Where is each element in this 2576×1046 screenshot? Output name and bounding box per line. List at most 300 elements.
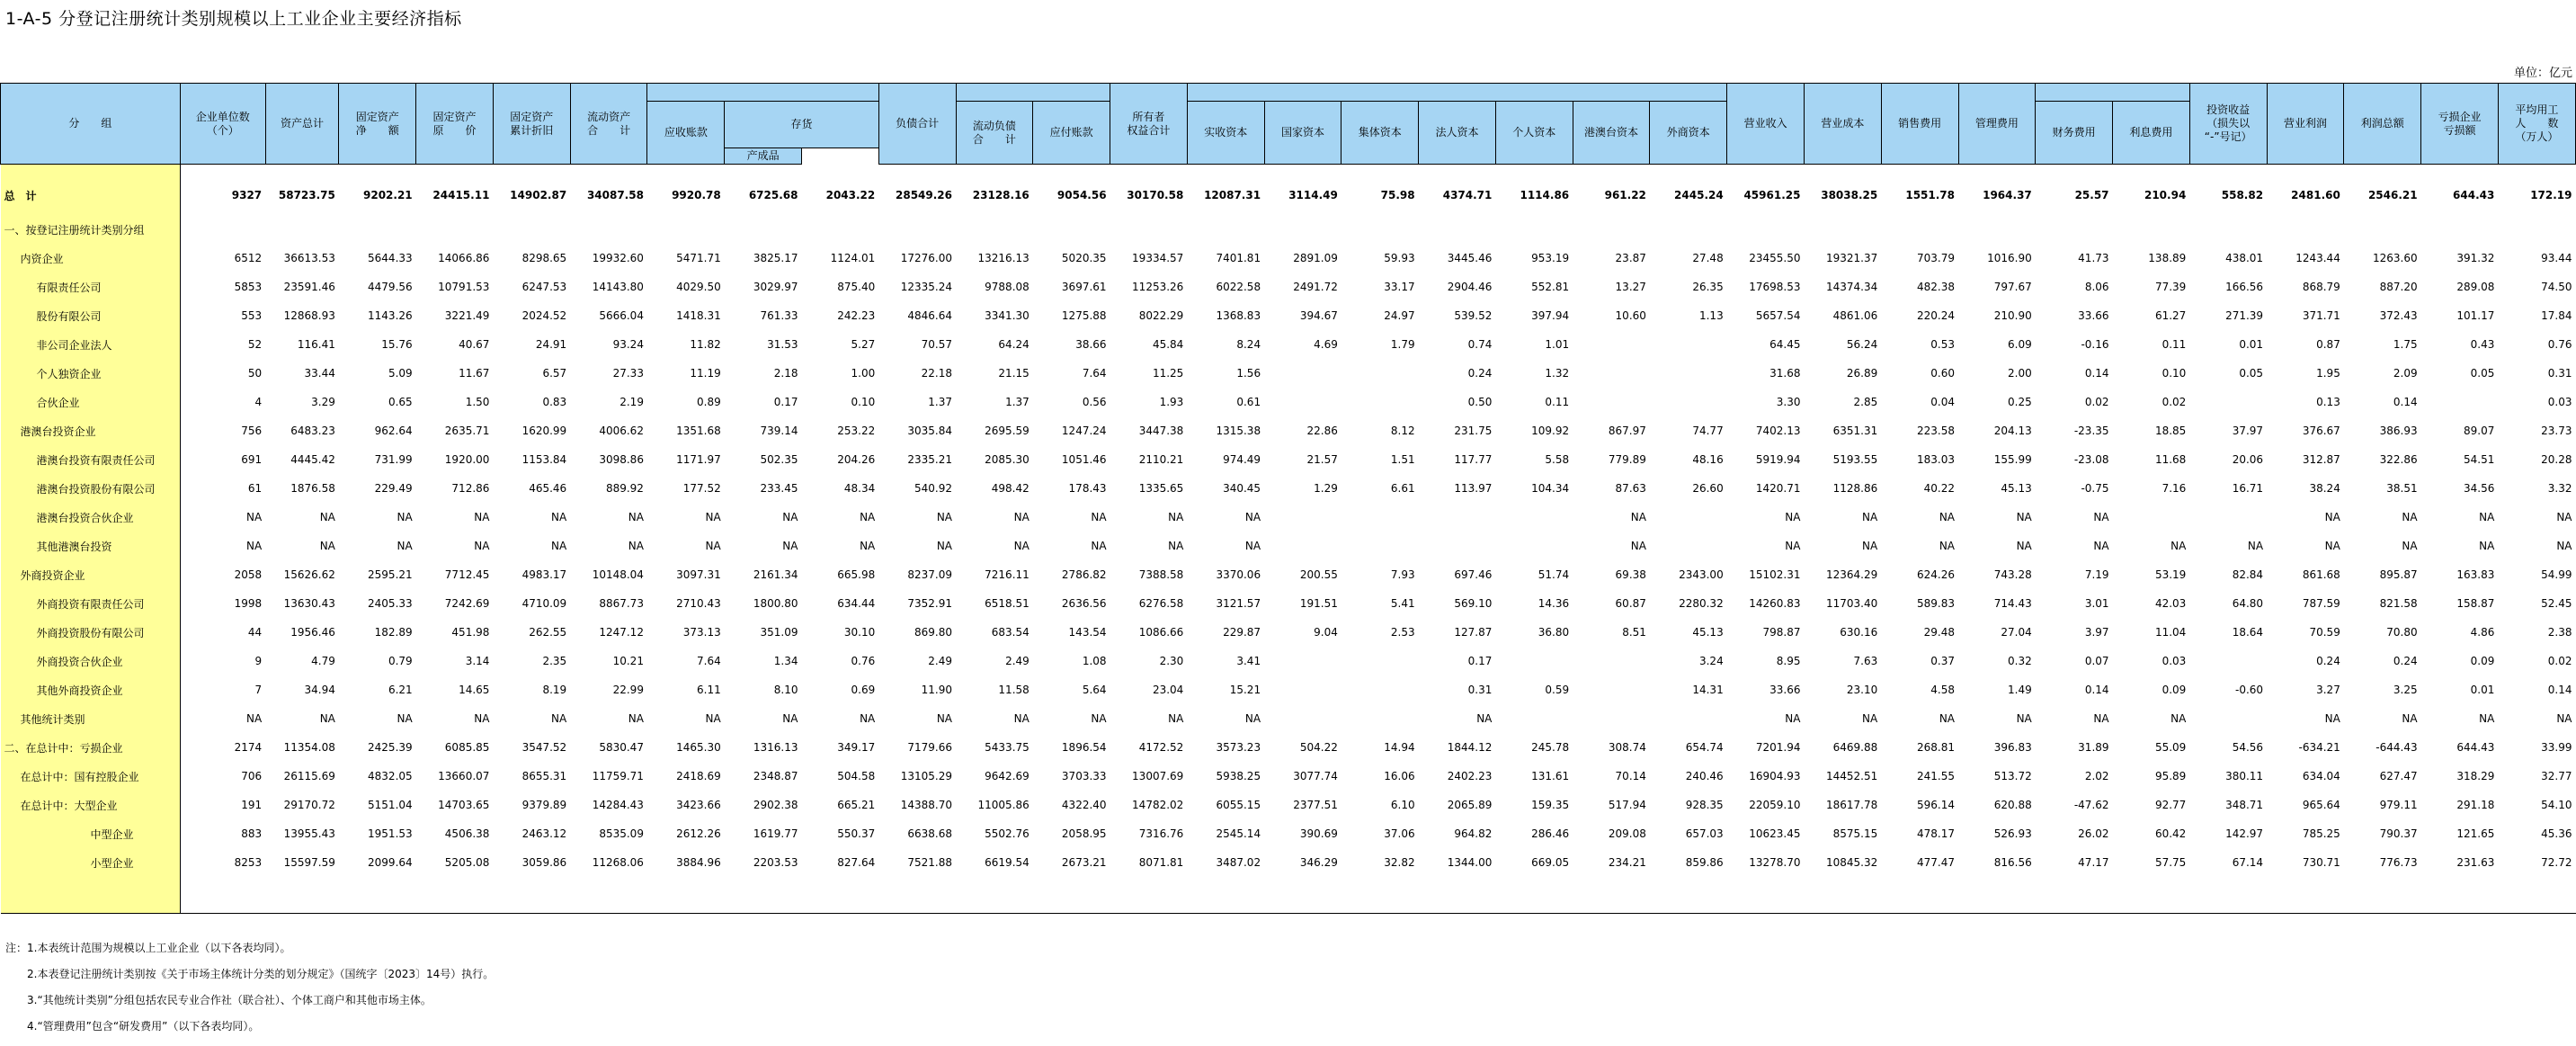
table-cell: 14284.43 [592, 799, 644, 811]
table-cell: NA [319, 540, 335, 552]
table-cell: 3423.66 [676, 799, 721, 811]
table-cell [1650, 388, 1727, 416]
table-cell [1650, 359, 1727, 388]
table-cell: 121.65 [2456, 827, 2495, 840]
table-cell: NA [2479, 540, 2495, 552]
table-cell: NA [705, 712, 721, 725]
table-cell [1650, 330, 1727, 359]
table-cell: 0.53 [1930, 338, 1955, 351]
table-cell: 0.83 [542, 396, 567, 408]
table-cell: 14.36 [1538, 597, 1570, 610]
table-cell: 8298.65 [521, 252, 567, 264]
table-cell: 2.02 [2084, 770, 2109, 782]
table-cell: 191 [241, 799, 263, 811]
table-cell: 869.80 [914, 626, 953, 639]
table-cell: 26.35 [1692, 281, 1724, 293]
table-cell: 3121.57 [1216, 597, 1261, 610]
table-cell: 70.59 [2309, 626, 2340, 639]
table-cell: 761.33 [760, 309, 798, 322]
table-cell: 33.66 [1769, 684, 1801, 696]
table-cell: 5644.33 [368, 252, 413, 264]
column-header: 应收账款 [647, 102, 725, 165]
table-cell: NA [2479, 712, 2495, 725]
table-cell: 3098.86 [599, 453, 644, 466]
table-cell: 5020.35 [1061, 252, 1107, 264]
table-cell: 821.58 [2379, 597, 2418, 610]
table-cell: 2058 [234, 568, 263, 581]
table-cell: 33.66 [2078, 309, 2109, 322]
table-cell: 38.66 [1075, 338, 1107, 351]
table-cell: 0.24 [2316, 655, 2340, 667]
table-cell: 5.58 [1545, 453, 1570, 466]
table-cell: 2161.34 [753, 568, 798, 581]
table-cell: 1920.00 [444, 453, 490, 466]
table-cell: 45.36 [2541, 827, 2572, 840]
table-cell: 9 [254, 655, 263, 667]
header-group-spacer [956, 84, 1110, 102]
table-cell: 9202.21 [363, 189, 413, 201]
table-cell: 1263.60 [2372, 252, 2418, 264]
table-cell: 2635.71 [444, 425, 490, 437]
table-cell: 6085.85 [444, 741, 490, 754]
table-cell: 11.19 [690, 367, 721, 380]
table-cell: NA [782, 712, 798, 725]
table-cell: 177.52 [682, 482, 721, 495]
table-cell: 24.97 [1384, 309, 1415, 322]
table-cell: 779.89 [1608, 453, 1646, 466]
table-cell: 785.25 [2302, 827, 2340, 840]
table-cell: 268.81 [1917, 741, 1955, 754]
table-cell: 348.71 [2225, 799, 2264, 811]
table-cell: 31.89 [2078, 741, 2109, 754]
table-cell [180, 215, 265, 244]
table-cell: 8022.29 [1138, 309, 1184, 322]
table-cell: NA [474, 712, 490, 725]
table-cell: 7388.58 [1138, 568, 1184, 581]
table-cell: 13007.69 [1132, 770, 1184, 782]
table-cell: 51.74 [1538, 568, 1570, 581]
table-header [1, 84, 2576, 165]
row-label: 一、按登记注册统计类别分组 [1, 215, 181, 244]
table-row [1, 589, 2576, 618]
table-cell: 229.87 [1223, 626, 1261, 639]
table-cell: 346.29 [1299, 856, 1338, 869]
table-cell: 714.43 [1993, 597, 2032, 610]
table-cell [878, 215, 956, 244]
table-cell: 504.58 [837, 770, 876, 782]
table-cell: 962.64 [374, 425, 413, 437]
table-cell: 12868.93 [283, 309, 335, 322]
table-cell: 8.19 [542, 684, 567, 696]
table-cell: 16.06 [1384, 770, 1415, 782]
table-cell: 5205.08 [444, 856, 490, 869]
table-cell: 22059.10 [1749, 799, 1801, 811]
table-cell: 1315.38 [1216, 425, 1261, 437]
row-label: 外商投资企业 [1, 560, 181, 589]
table-cell: 5471.71 [676, 252, 721, 264]
table-cell: 59.93 [1384, 252, 1415, 264]
table-cell [2189, 215, 2267, 244]
table-cell: 9.04 [1314, 626, 1338, 639]
table-cell: 0.03 [2162, 655, 2187, 667]
table-row [1, 273, 2576, 301]
table-cell: 7.93 [1390, 568, 1415, 581]
table-cell: 644.43 [2453, 189, 2495, 201]
table-cell: 1.29 [1314, 482, 1338, 495]
table-cell: 4172.52 [1138, 741, 1184, 754]
table-cell: 9642.69 [985, 770, 1030, 782]
table-cell: NA [2170, 540, 2187, 552]
row-label: 个人独资企业 [1, 359, 181, 388]
table-cell: 101.17 [2456, 309, 2495, 322]
table-cell: NA [628, 540, 644, 552]
table-cell: 22.99 [612, 684, 644, 696]
table-cell: 52 [247, 338, 263, 351]
table-cell: 3884.96 [676, 856, 721, 869]
column-header: 财务费用 [2036, 102, 2113, 165]
table-cell [1573, 388, 1650, 416]
table-cell: 240.46 [1685, 770, 1724, 782]
table-cell: 10845.32 [1825, 856, 1878, 869]
table-cell: 743.28 [1993, 568, 2032, 581]
table-cell: NA [1630, 540, 1646, 552]
table-cell: 2348.87 [753, 770, 798, 782]
table-cell: 2891.09 [1293, 252, 1338, 264]
table-cell: 37.97 [2232, 425, 2264, 437]
table-cell [1650, 532, 1727, 560]
table-cell: NA [936, 540, 953, 552]
table-cell: 14782.02 [1132, 799, 1184, 811]
table-cell: 2043.22 [825, 189, 876, 201]
table-cell: 19321.37 [1825, 252, 1878, 264]
table-cell: 19334.57 [1132, 252, 1184, 264]
table-cell: 23591.46 [283, 281, 335, 293]
table-cell: 48.34 [843, 482, 876, 495]
table-cell: 0.32 [2008, 655, 2032, 667]
column-header: 利润总额 [2344, 84, 2421, 165]
table-cell: 1876.58 [290, 482, 335, 495]
row-label: 非公司企业法人 [1, 330, 181, 359]
table-cell: 15.76 [381, 338, 413, 351]
table-cell: NA [551, 712, 567, 725]
table-cell: 438.01 [2225, 252, 2264, 264]
table-cell: 0.69 [851, 684, 876, 696]
table-cell: 868.79 [2302, 281, 2340, 293]
row-label: 在总计中：国有控股企业 [1, 762, 181, 791]
table-cell: 5151.04 [368, 799, 413, 811]
table-cell: 61.27 [2154, 309, 2187, 322]
table-cell: NA [1091, 540, 1107, 552]
table-cell: 8.51 [1622, 626, 1646, 639]
table-row [1, 359, 2576, 388]
table-cell: NA [1785, 511, 1801, 523]
table-cell: 8.95 [1776, 655, 1801, 667]
table-cell: 191.51 [1299, 597, 1338, 610]
table-cell: 0.60 [1930, 367, 1955, 380]
table-cell: 27.48 [1692, 252, 1724, 264]
table-cell: 380.11 [2225, 770, 2264, 782]
table-cell: 654.74 [1685, 741, 1724, 754]
table-cell: NA [1862, 712, 1878, 725]
table-cell: 1465.30 [676, 741, 721, 754]
column-header: 营业收入 [1727, 84, 1805, 165]
table-cell: 53.19 [2154, 568, 2187, 581]
table-cell: 4445.42 [290, 453, 335, 466]
table-cell: 6725.68 [748, 189, 798, 201]
table-cell: 7521.88 [907, 856, 953, 869]
table-cell: 1016.90 [1987, 252, 2032, 264]
table-cell: 24.91 [535, 338, 567, 351]
table-cell: 1.79 [1390, 338, 1415, 351]
table-cell: NA [1785, 712, 1801, 725]
table-cell: NA [319, 712, 335, 725]
table-cell: 50 [247, 367, 263, 380]
table-cell: 56.24 [1846, 338, 1878, 351]
table-cell: NA [1244, 712, 1261, 725]
table-cell: 2673.21 [1061, 856, 1107, 869]
table-cell: 928.35 [1685, 799, 1724, 811]
column-header: 国家资本 [1264, 102, 1341, 165]
table-cell: 113.97 [1454, 482, 1493, 495]
table-cell: 0.24 [1467, 367, 1493, 380]
table-cell: 0.10 [2162, 367, 2187, 380]
table-cell: 3487.02 [1216, 856, 1261, 869]
table-cell: 82.84 [2232, 568, 2264, 581]
table-cell: 0.07 [2084, 655, 2109, 667]
table-row [1, 791, 2576, 819]
table-cell: 665.21 [837, 799, 876, 811]
table-cell: 3221.49 [444, 309, 490, 322]
column-header: 产成品 [725, 148, 802, 165]
table-cell: NA [2324, 712, 2340, 725]
table-row [1, 445, 2576, 474]
table-cell: -0.75 [2081, 482, 2109, 495]
table-cell: 620.88 [1993, 799, 2032, 811]
table-cell: 351.09 [760, 626, 798, 639]
table-cell: 2110.21 [1138, 453, 1184, 466]
table-cell: 20.06 [2232, 453, 2264, 466]
table-cell: 0.37 [1930, 655, 1955, 667]
table-cell: 2.38 [2547, 626, 2572, 639]
table-cell: 5938.25 [1216, 770, 1261, 782]
table-cell [1573, 647, 1650, 675]
table-cell: 6483.23 [290, 425, 335, 437]
table-cell: 6022.58 [1216, 281, 1261, 293]
table-cell: 657.03 [1685, 827, 1724, 840]
table-cell: NA [628, 511, 644, 523]
table-cell: NA [2324, 511, 2340, 523]
table-cell: 1124.01 [830, 252, 876, 264]
table-cell: 7.63 [1853, 655, 1878, 667]
table-cell: 526.93 [1993, 827, 2032, 840]
table-row [1, 647, 2576, 675]
table-cell: 11354.08 [283, 741, 335, 754]
table-cell: 3029.97 [753, 281, 798, 293]
row-label: 小型企业 [1, 848, 181, 877]
table-cell: NA [2247, 540, 2264, 552]
table-cell: 386.93 [2379, 425, 2418, 437]
table-row [1, 819, 2576, 848]
table-cell: 172.19 [2530, 189, 2572, 201]
table-cell: 1551.78 [1905, 189, 1955, 201]
table-cell: 2099.64 [368, 856, 413, 869]
table-cell: 220.24 [1917, 309, 1955, 322]
table-cell [2421, 215, 2499, 244]
table-cell: NA [782, 511, 798, 523]
table-cell: 55.09 [2154, 741, 2187, 754]
table-row [1, 762, 2576, 791]
table-cell: 1.75 [2393, 338, 2418, 351]
column-header: 投资收益 （损失以 “-”号记） [2189, 84, 2267, 165]
table-cell [1341, 675, 1419, 704]
table-cell: 0.56 [1082, 396, 1107, 408]
column-header: 流动负债 合 计 [956, 102, 1033, 165]
table-cell: 3573.23 [1216, 741, 1261, 754]
table-cell: 1335.65 [1138, 482, 1184, 495]
table-cell: 1086.66 [1138, 626, 1184, 639]
table-row [1, 388, 2576, 416]
table-cell: 2203.53 [753, 856, 798, 869]
table-cell: 2902.38 [753, 799, 798, 811]
column-header: 实收资本 [1187, 102, 1264, 165]
table-cell [1495, 503, 1573, 532]
table-cell: 52.45 [2541, 597, 2572, 610]
table-cell: 5657.54 [1755, 309, 1801, 322]
table-cell [1264, 215, 1341, 244]
table-cell: 1247.24 [1061, 425, 1107, 437]
table-cell: 17698.53 [1749, 281, 1801, 293]
table-cell: NA [860, 511, 876, 523]
table-cell: 2.09 [2393, 367, 2418, 380]
table-cell: 54.99 [2541, 568, 2572, 581]
table-cell: 3370.06 [1216, 568, 1261, 581]
table-cell: 8237.09 [907, 568, 953, 581]
table-cell: 8535.09 [599, 827, 644, 840]
table-cell: 706 [241, 770, 263, 782]
table-cell: 289.08 [2456, 281, 2495, 293]
table-cell: 31.68 [1769, 367, 1801, 380]
table-cell: 233.45 [760, 482, 798, 495]
table-cell: 1153.84 [521, 453, 567, 466]
table-cell: 2377.51 [1293, 799, 1338, 811]
table-cell: NA [551, 511, 567, 523]
table-cell: 539.52 [1454, 309, 1493, 322]
table-cell: -0.16 [2081, 338, 2109, 351]
table-title: 1-A-5 分登记注册统计类别规模以上工业企业主要经济指标 [5, 9, 462, 29]
table-cell [1650, 704, 1727, 733]
table-cell: 166.56 [2225, 281, 2264, 293]
table-cell: 4.69 [1314, 338, 1338, 351]
row-label: 总 计 [1, 175, 181, 215]
table-cell: 7.16 [2162, 482, 2187, 495]
table-cell: 2343.00 [1679, 568, 1724, 581]
table-cell: 1.50 [465, 396, 490, 408]
table-cell: 6619.54 [985, 856, 1030, 869]
table-cell: 1951.53 [368, 827, 413, 840]
table-cell: 308.74 [1608, 741, 1646, 754]
table-cell: 33.44 [304, 367, 335, 380]
table-cell: 44 [247, 626, 263, 639]
table-cell: 38.24 [2309, 482, 2340, 495]
table-cell: 0.31 [1467, 684, 1493, 696]
table-cell: 11.82 [690, 338, 721, 351]
table-cell: 498.42 [991, 482, 1030, 495]
table-cell: -23.35 [2073, 425, 2109, 437]
table-cell [1958, 215, 2036, 244]
table-cell [1650, 215, 1727, 244]
table-cell: 33.17 [1384, 281, 1415, 293]
table-cell: 1.49 [2008, 684, 2032, 696]
table-cell: 964.82 [1454, 827, 1493, 840]
table-cell: 23.10 [1846, 684, 1878, 696]
table-cell: 10.60 [1615, 309, 1646, 322]
table-cell: 14260.83 [1749, 597, 1801, 610]
table-cell [2498, 215, 2575, 244]
table-cell: 14374.34 [1825, 281, 1878, 293]
table-cell [1650, 503, 1727, 532]
table-cell: 5.64 [1082, 684, 1107, 696]
table-cell: 0.24 [2393, 655, 2418, 667]
table-cell: 117.77 [1454, 453, 1493, 466]
table-cell: 10.21 [612, 655, 644, 667]
table-row [1, 733, 2576, 762]
table-cell: 0.04 [1930, 396, 1955, 408]
table-cell: 340.45 [1223, 482, 1261, 495]
row-label: 中型企业 [1, 819, 181, 848]
table-row [1, 301, 2576, 330]
table-cell: 3697.61 [1061, 281, 1107, 293]
table-row [1, 474, 2576, 503]
table-cell: 11268.06 [592, 856, 644, 869]
table-cell: 14703.65 [438, 799, 490, 811]
table-cell: 5433.75 [985, 741, 1030, 754]
table-cell: 2463.12 [521, 827, 567, 840]
table-cell: 1.13 [1698, 309, 1724, 322]
table-cell: 797.67 [1993, 281, 2032, 293]
table-cell: 5830.47 [599, 741, 644, 754]
table-cell: 730.71 [2302, 856, 2340, 869]
row-label: 有限责任公司 [1, 273, 181, 301]
table-cell [1341, 388, 1419, 416]
table-cell: 318.29 [2456, 770, 2495, 782]
column-header: 销售费用 [1881, 84, 1958, 165]
table-cell: NA [628, 712, 644, 725]
table-cell: 4029.50 [676, 281, 721, 293]
table-cell: 0.02 [2547, 655, 2572, 667]
table-cell: 21.15 [998, 367, 1030, 380]
table-cell: NA [1862, 540, 1878, 552]
table-cell [2267, 215, 2344, 244]
table-cell: 4479.56 [368, 281, 413, 293]
table-cell: 57.75 [2154, 856, 2187, 869]
table-cell: 11.67 [459, 367, 490, 380]
table-cell: NA [319, 511, 335, 523]
table-cell: 38.51 [2386, 482, 2418, 495]
table-cell: 5853 [234, 281, 263, 293]
table-cell: 0.14 [2084, 684, 2109, 696]
table-cell: NA [1244, 540, 1261, 552]
table-cell: 1.56 [1236, 367, 1261, 380]
column-header: 存货 [725, 102, 879, 148]
table-cell: 17276.00 [900, 252, 953, 264]
table-cell: 5193.55 [1832, 453, 1878, 466]
table-cell: 241.55 [1917, 770, 1955, 782]
table-cell: 77.39 [2154, 281, 2187, 293]
table-cell: 10623.45 [1749, 827, 1801, 840]
table-cell: 2612.26 [676, 827, 721, 840]
column-header: 港澳台资本 [1573, 102, 1650, 165]
table-cell [2113, 503, 2190, 532]
